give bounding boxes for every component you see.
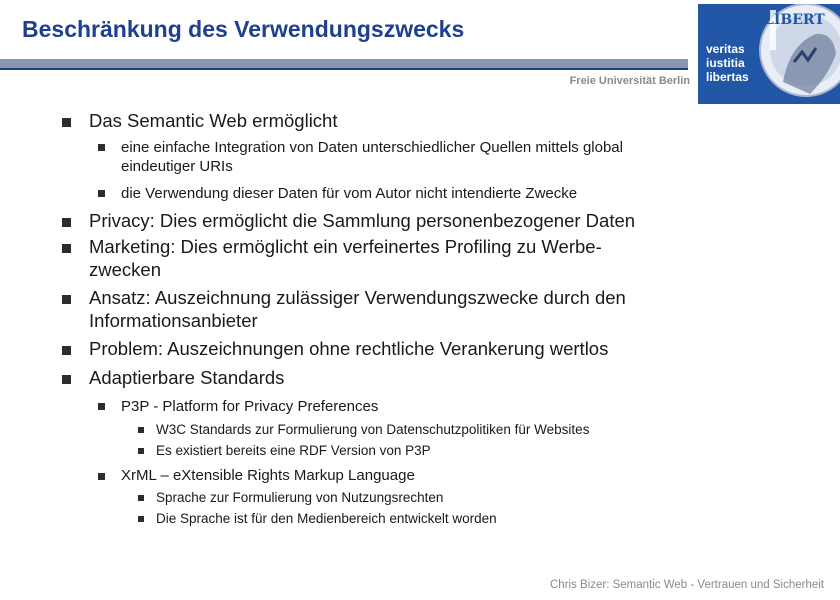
bullet-square: [62, 375, 71, 384]
bullet-square: [98, 403, 105, 410]
bullet-square: [62, 218, 71, 227]
footer-credit: Chris Bizer: Semantic Web - Vertrauen und Sicherheit: [550, 579, 824, 591]
sub-sub-bullet-media: Die Sprache ist für den Medienbereich entwickelt worden: [156, 511, 497, 526]
logo-line-libertas: libertas: [706, 70, 749, 84]
xrml-prefix: Xr: [121, 467, 136, 484]
bullet-square: [98, 473, 105, 480]
bullet-square: [98, 190, 105, 197]
sub-bullet-xrml: [121, 467, 415, 484]
logo-line-iustitia: iustitia: [706, 56, 745, 70]
sub-sub-bullet-rdf: Es existiert bereits eine RDF Version von P3P: [156, 443, 431, 458]
bullet-marketing-cont: zwecken: [89, 259, 161, 280]
bullet-semantic-web: Das Semantic Web ermöglicht: [89, 110, 338, 131]
bullet-square: [138, 448, 144, 454]
sub-sub-bullet-w3c: W3C Standards zur Formulierung von Datenschutzpolitiken für Websites: [156, 422, 590, 437]
bullet-problem: Problem: Auszeichnungen ohne rechtliche Verankerung wertlos: [89, 338, 609, 359]
sub-bullet-integration: eine einfache Integration von Daten unterschiedlicher Quellen mittels global: [121, 139, 623, 156]
seal-text: LIBERT: [764, 12, 825, 28]
university-name: Freie Universität Berlin: [569, 75, 690, 87]
sub-bullet-usage: die Verwendung dieser Daten für vom Autor nicht intendierte Zwecke: [121, 185, 578, 202]
sub-bullet-p3p: P3P - Platform for Privacy Preferences: [121, 398, 379, 415]
bullet-square: [138, 495, 144, 501]
xrml-rest: ML – eXtensible Rights Markup Language: [136, 467, 415, 484]
bullet-square: [62, 244, 71, 253]
bullet-square: [62, 295, 71, 304]
bullet-privacy: Privacy: Dies ermöglicht die Sammlung personenbezogener Daten: [89, 210, 636, 231]
bullet-ansatz-cont: Informationsanbieter: [89, 310, 258, 331]
bullet-square: [98, 144, 105, 151]
page-title: Beschränkung des Verwendungszwecks: [22, 16, 465, 42]
bullet-square: [62, 346, 71, 355]
logo-line-veritas: veritas: [706, 42, 745, 56]
bullet-ansatz: Ansatz: Auszeichnung zulässiger Verwendungszwecke durch den: [89, 287, 626, 308]
bullet-marketing: Marketing: Dies ermöglicht ein verfeinertes Profiling zu Werbe-: [89, 236, 602, 257]
bullet-square: [138, 427, 144, 433]
sub-bullet-integration-cont: eindeutiger URIs: [121, 158, 233, 175]
sub-sub-bullet-language: Sprache zur Formulierung von Nutzungsrechten: [156, 490, 444, 505]
bullet-square: [138, 516, 144, 522]
bullet-standards: Adaptierbare Standards: [89, 367, 285, 388]
bullet-square: [62, 118, 71, 127]
